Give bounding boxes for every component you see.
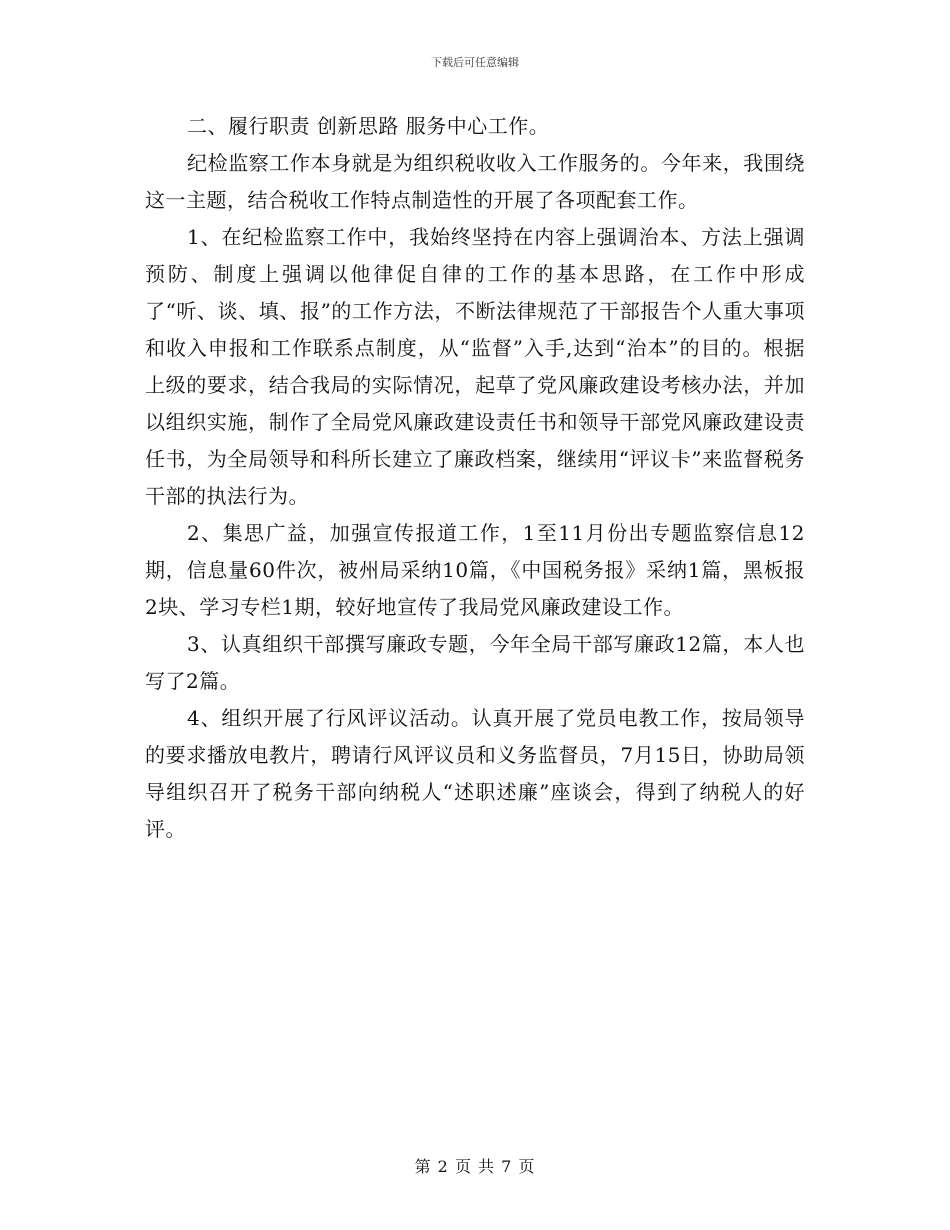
paragraph: 2、集思广益，加强宣传报道工作，1至11月份出专题监察信息12期，信息量60件次，被州局采纳10篇，《中国税务报》采纳1篇，黑板报2块、学习专栏1期，较好地宣传了我局党风廉政建设工作。 (145, 521, 805, 619)
paragraph: 4、组织开展了行风评议活动。认真开展了党员电教工作，按局领导的要求播放电教片，聘请行风评议员和义务监督员，7月15日，协助局领导组织召开了税务干部向纳税人“述职述廉”座谈会，得到了纳税人的好评。 (145, 706, 805, 841)
paragraph: 纪检监察工作本身就是为组织税收收入工作服务的。今年来，我围绕这一主题，结合税收工作特点制造性的开展了各项配套工作。 (145, 151, 805, 212)
paragraph: 3、认真组织干部撰写廉政专题，今年全局干部写廉政12篇，本人也写了2篇。 (145, 632, 805, 693)
section-heading: 二、履行职责 创新思路 服务中心工作。 (187, 114, 550, 138)
document-body (145, 108, 805, 848)
paragraph: 1、在纪检监察工作中，我始终坚持在内容上强调治本、方法上强调预防、制度上强调以他律促自律的工作的基本思路，在工作中形成了“听、谈、填、报”的工作方法，不断法律规范了干部报告个人重大事项和收入申报和工作联系点制度，从“监督”入手,达到“治本”的目的。根据上级的要求，结合我局的实际情况，起草了党风廉政建设考核办法，并加以组织实施，制作了全局党风廉政建设责任书和领导干部党风廉政建设责任书，为全局领导和科所长建立了廉政档案，继续用“评议卡”来监督税务干部的执法行为。 (145, 225, 805, 508)
page-number: 第 2 页 共 7 页 (414, 1157, 536, 1176)
header-note: 下载后可任意编辑 (431, 56, 519, 69)
